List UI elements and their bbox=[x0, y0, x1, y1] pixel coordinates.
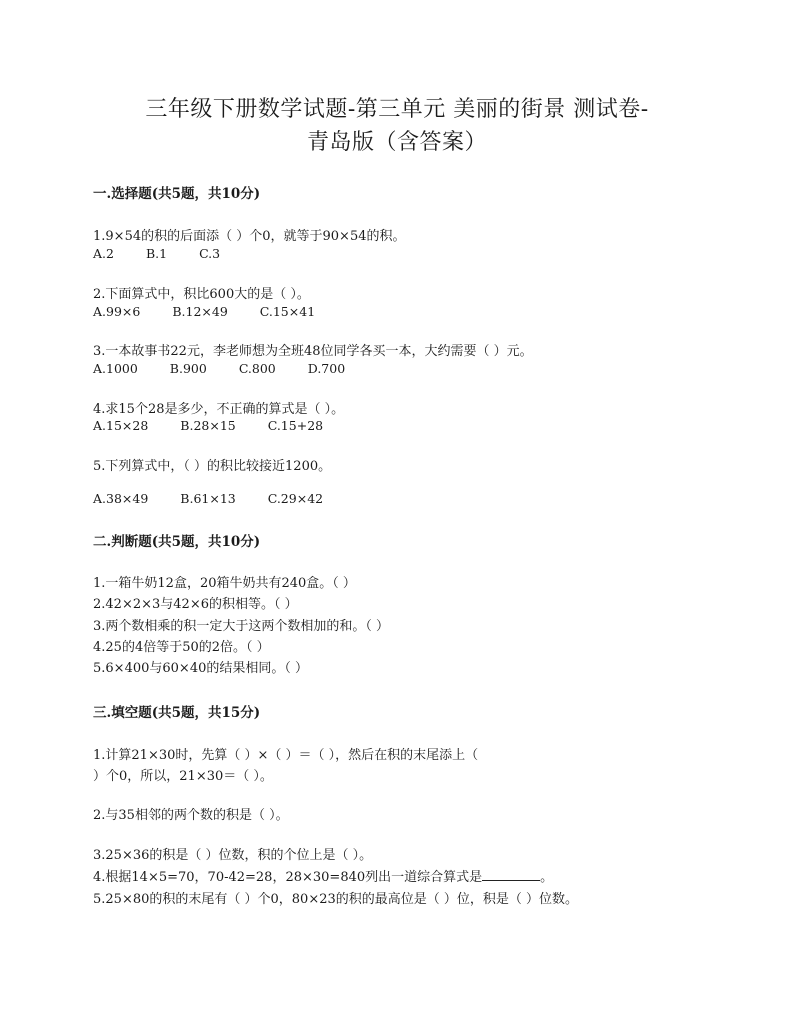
question-text: 1.9×54的积的后面添（ ）个0，就等于90×54的积。 bbox=[93, 229, 406, 244]
judgment-item: 2.42×2×3与42×6的积相等。（ ） bbox=[93, 597, 298, 612]
fill-question-4 bbox=[93, 866, 553, 885]
question-text: 5.下列算式中，（ ）的积比较接近1200。 bbox=[93, 459, 332, 474]
fill-question-2: 2.与35相邻的两个数的积是（ ）。 bbox=[93, 808, 289, 823]
fill-question-1-line1: 1.计算21×30时，先算（ ）×（ ）＝（ ），然后在积的末尾添上（ bbox=[93, 748, 479, 763]
option-b: B.900 bbox=[169, 361, 207, 376]
option-a: A.2 bbox=[93, 246, 114, 261]
question-options bbox=[93, 361, 373, 376]
answer-blank[interactable] bbox=[482, 868, 540, 881]
option-a: A.99×6 bbox=[93, 304, 141, 319]
section-heading-multiple-choice: 一.选择题(共5题，共10分) bbox=[93, 186, 261, 202]
option-a: A.38×49 bbox=[93, 491, 149, 506]
option-b: B.61×13 bbox=[180, 491, 236, 506]
option-c: C.800 bbox=[238, 361, 276, 376]
option-b: B.1 bbox=[145, 246, 168, 261]
option-c: C.15+28 bbox=[267, 418, 324, 433]
document-title-line2: 青岛版（含答案） bbox=[306, 130, 487, 155]
question-text: 4.求15个28是多少，不正确的算式是（ ）。 bbox=[93, 402, 345, 417]
question-options bbox=[93, 246, 248, 261]
question-text: 2.下面算式中，积比600大的是（ ）。 bbox=[93, 287, 310, 302]
judgment-item: 1.一箱牛奶12盒，20箱牛奶共有240盒。（ ） bbox=[93, 576, 356, 591]
option-c: C.29×42 bbox=[267, 491, 324, 506]
document-title-line1: 三年级下册数学试题-第三单元 美丽的街景 测试卷- bbox=[145, 97, 649, 122]
fill-question-1-line2: ）个0，所以，21×30＝（ ）。 bbox=[93, 769, 273, 784]
judgment-item: 5.6×400与60×40的结果相同。（ ） bbox=[93, 661, 308, 676]
judgment-item: 4.25的4倍等于50的2倍。（ ） bbox=[93, 640, 270, 655]
option-c: C.3 bbox=[199, 246, 221, 261]
section-heading-fill-blank: 三.填空题(共5题，共15分) bbox=[93, 705, 261, 721]
question-text: 3.一本故事书22元，李老师想为全班48位同学各买一本，大约需要（ ）元。 bbox=[93, 344, 533, 359]
option-b: B.12×49 bbox=[172, 304, 228, 319]
fill-question-4-text: 4.根据14×5=70，70-42=28，28×30=840列出一道综合算式是 bbox=[93, 870, 483, 885]
section-heading-true-false: 二.判断题(共5题，共10分) bbox=[93, 534, 261, 550]
fill-question-4-end: 。 bbox=[540, 870, 554, 885]
question-options bbox=[93, 304, 343, 319]
judgment-item: 3.两个数相乘的积一定大于这两个数相加的和。（ ） bbox=[93, 619, 390, 634]
option-b: B.28×15 bbox=[180, 418, 236, 433]
option-d: D.700 bbox=[307, 361, 346, 376]
fill-question-5: 5.25×80的积的末尾有（ ）个0，80×23的积的最高位是（ ）位，积是（ ）位数。 bbox=[93, 892, 579, 907]
option-a: A.15×28 bbox=[93, 418, 149, 433]
question-options bbox=[93, 418, 351, 433]
option-c: C.15×41 bbox=[259, 304, 316, 319]
fill-question-3: 3.25×36的积是（ ）位数，积的个位上是（ ）。 bbox=[93, 848, 373, 863]
option-a: A.1000 bbox=[93, 361, 138, 376]
question-options bbox=[93, 491, 351, 506]
